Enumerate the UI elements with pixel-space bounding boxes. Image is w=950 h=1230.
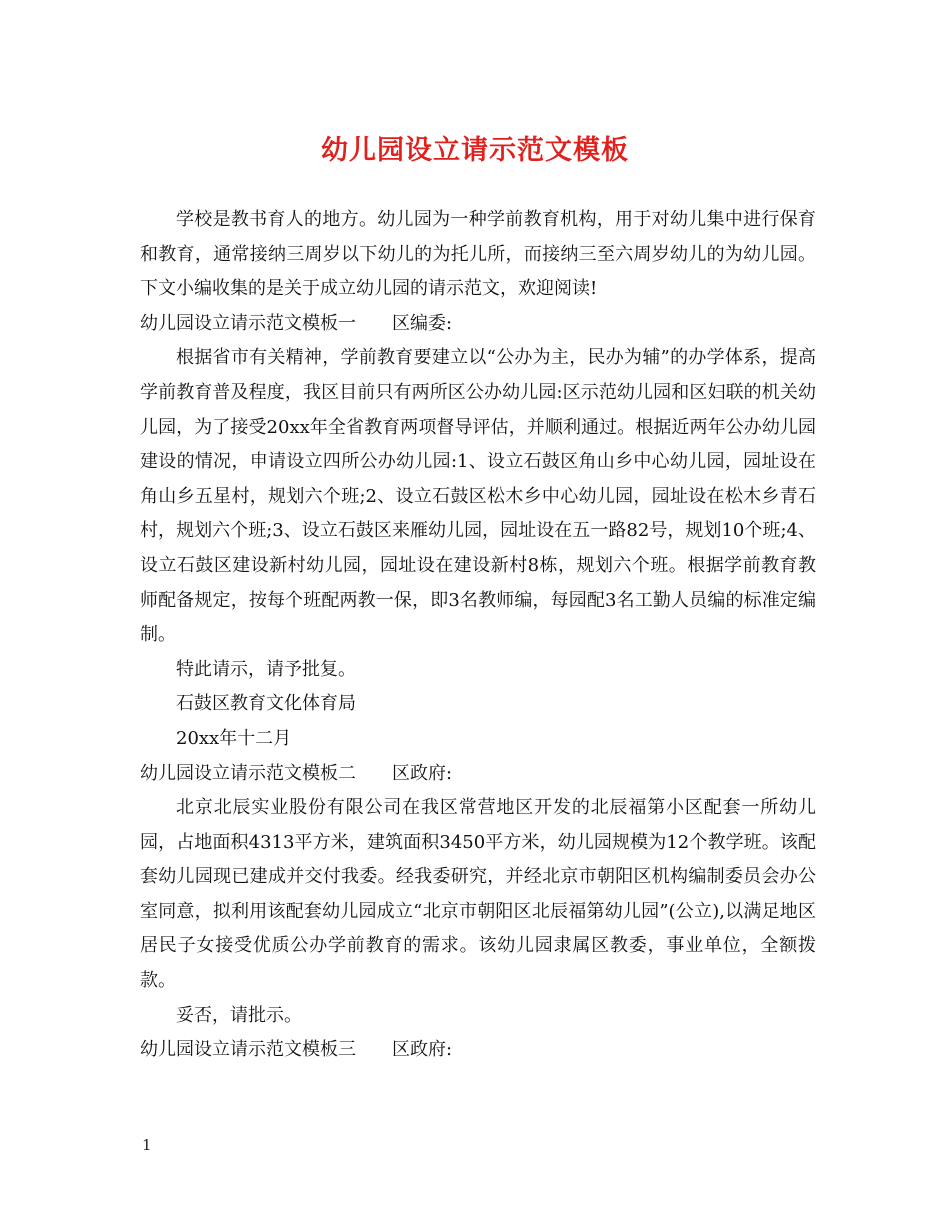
section-2-closing: 妥否，请批示。 <box>176 1004 302 1026</box>
section-1-date: 20xx年十二月 <box>176 727 292 749</box>
section-2-body: 北京北辰实业股份有限公司在我区常营地区开发的北辰福第小区配套一所幼儿园，占地面积4313平方米，建筑面积3450平方米，幼儿园规模为12个教学班。该配套幼儿园现已建成并交付我委。经我委研究，并经北京市朝阳区机构编制委员会办公室同意，拟利用该配套幼儿园成立“北京市朝阳区北辰福第幼儿园”(公立),以满足地区居民子女接受优质公办学前教育的需求。该幼儿园隶属区教委，事业单位，全额拨款。 <box>140 797 816 992</box>
section-heading-1: 幼儿园设立请示范文模板一 区编委: <box>140 312 453 334</box>
section-1-body: 根据省市有关精神，学前教育要建立以“公办为主，民办为辅”的办学体系，提高学前教育普及程度，我区目前只有两所区公办幼儿园:区示范幼儿园和区妇联的机关幼儿园，为了接受20xx年全省教育两项督导评估，并顺利通过。根据近两年公办幼儿园建设的情况，申请设立四所公办幼儿园:1、设立石鼓区角山乡中心幼儿园，园址设在角山乡五星村，规划六个班;2、设立石鼓区松木乡中心幼儿园，园址设在松木乡青石村，规划六个班;3、设立石鼓区来雁幼儿园，园址设在五一路82号，规划10个班;4、设立石鼓区建设新村幼儿园，园址设在建设新村8栋，规划六个班。根据学前教育教师配备规定，按每个班配两教一保，即3名教师编，每园配3名工勤人员编的标准定编制。 <box>140 347 816 646</box>
section-1-signature: 石鼓区教育文化体育局 <box>176 693 356 715</box>
document-title: 幼儿园设立请示范文模板 <box>321 135 629 166</box>
section-heading-2: 幼儿园设立请示范文模板二 区政府: <box>140 762 453 784</box>
page-number: 1 <box>142 1136 152 1154</box>
section-heading-3: 幼儿园设立请示范文模板三 区政府: <box>140 1039 453 1061</box>
intro-paragraph: 学校是教书育人的地方。幼儿园为一种学前教育机构，用于对幼儿集中进行保育和教育，通常接纳三周岁以下幼儿的为托儿所，而接纳三至六周岁幼儿的为幼儿园。下文小编收集的是关于成立幼儿园的请示范文，欢迎阅读! <box>140 209 816 300</box>
document-body <box>140 203 816 1068</box>
section-1-closing: 特此请示，请予批复。 <box>176 658 356 680</box>
